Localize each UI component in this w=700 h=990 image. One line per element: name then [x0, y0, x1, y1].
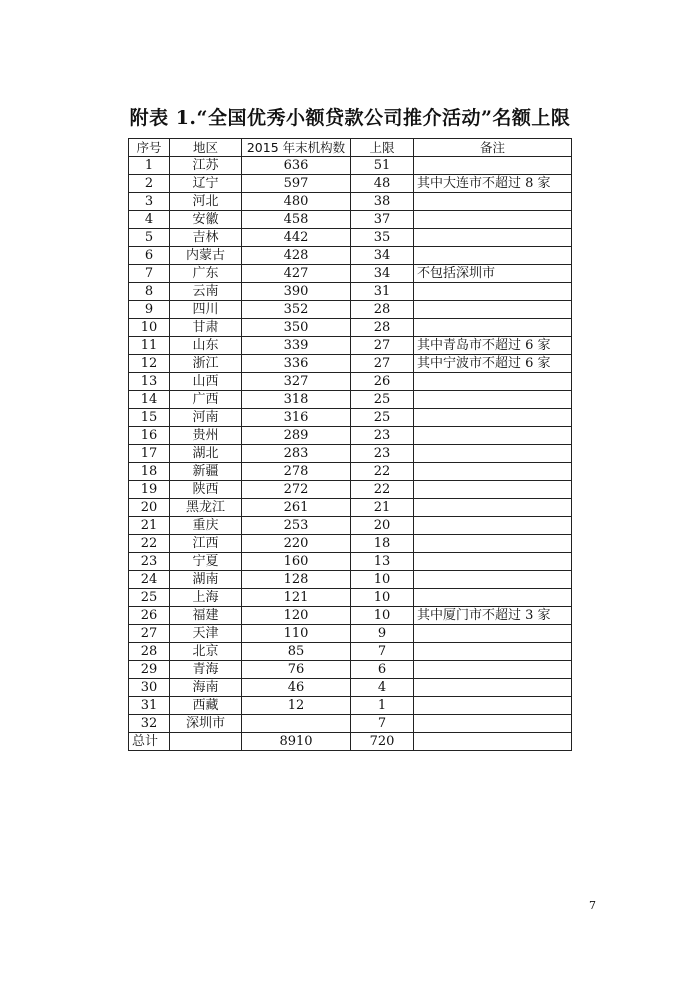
- cell-region: 北京: [170, 643, 242, 661]
- cell-seq: 32: [129, 715, 170, 733]
- cell-count: 46: [242, 679, 351, 697]
- cell-seq: 30: [129, 679, 170, 697]
- cell-region: 上海: [170, 589, 242, 607]
- cell-seq: 24: [129, 571, 170, 589]
- cell-note: [414, 535, 572, 553]
- cell-note: [414, 625, 572, 643]
- table-row: [129, 517, 572, 535]
- table-row: [129, 445, 572, 463]
- cell-note: [414, 247, 572, 265]
- table-row: [129, 715, 572, 733]
- cell-region: 江西: [170, 535, 242, 553]
- cell-count: 110: [242, 625, 351, 643]
- cell-note: [414, 715, 572, 733]
- cell-limit: 31: [351, 283, 414, 301]
- header-count: 2015 年末机构数: [242, 139, 351, 157]
- cell-seq: 28: [129, 643, 170, 661]
- cell-count: 390: [242, 283, 351, 301]
- cell-region: 山东: [170, 337, 242, 355]
- cell-seq: 17: [129, 445, 170, 463]
- cell-seq: 10: [129, 319, 170, 337]
- cell-region: 河北: [170, 193, 242, 211]
- table-row: [129, 643, 572, 661]
- cell-count: [242, 715, 351, 733]
- table-row: [129, 535, 572, 553]
- cell-region: 广东: [170, 265, 242, 283]
- cell-limit: 28: [351, 319, 414, 337]
- cell-note: 不包括深圳市: [414, 265, 572, 283]
- table-row: [129, 607, 572, 625]
- cell-seq: 22: [129, 535, 170, 553]
- total-row: [129, 733, 572, 751]
- cell-limit: 10: [351, 571, 414, 589]
- page-number: 7: [589, 899, 596, 912]
- cell-count: 278: [242, 463, 351, 481]
- cell-region: 陕西: [170, 481, 242, 499]
- cell-seq: 13: [129, 373, 170, 391]
- total-limit: 720: [351, 733, 414, 751]
- table-row: [129, 553, 572, 571]
- cell-limit: 48: [351, 175, 414, 193]
- cell-seq: 14: [129, 391, 170, 409]
- cell-count: 336: [242, 355, 351, 373]
- cell-limit: 7: [351, 643, 414, 661]
- cell-limit: 25: [351, 391, 414, 409]
- cell-region: 黑龙江: [170, 499, 242, 517]
- cell-note: [414, 517, 572, 535]
- cell-seq: 19: [129, 481, 170, 499]
- cell-note: [414, 373, 572, 391]
- cell-count: 327: [242, 373, 351, 391]
- cell-count: 316: [242, 409, 351, 427]
- table-row: [129, 301, 572, 319]
- cell-count: 350: [242, 319, 351, 337]
- cell-seq: 9: [129, 301, 170, 319]
- cell-limit: 25: [351, 409, 414, 427]
- table-row: [129, 283, 572, 301]
- cell-count: 220: [242, 535, 351, 553]
- cell-count: 76: [242, 661, 351, 679]
- total-note-cell: [414, 733, 572, 751]
- cell-seq: 2: [129, 175, 170, 193]
- cell-limit: 28: [351, 301, 414, 319]
- table-row: [129, 319, 572, 337]
- cell-count: 597: [242, 175, 351, 193]
- cell-region: 青海: [170, 661, 242, 679]
- table-row: [129, 571, 572, 589]
- cell-limit: 1: [351, 697, 414, 715]
- cell-count: 458: [242, 211, 351, 229]
- cell-seq: 4: [129, 211, 170, 229]
- cell-seq: 21: [129, 517, 170, 535]
- table-row: [129, 391, 572, 409]
- cell-count: 272: [242, 481, 351, 499]
- cell-count: 427: [242, 265, 351, 283]
- table-row: [129, 265, 572, 283]
- cell-region: 河南: [170, 409, 242, 427]
- cell-count: 12: [242, 697, 351, 715]
- cell-limit: 9: [351, 625, 414, 643]
- table-row: [129, 499, 572, 517]
- cell-region: 广西: [170, 391, 242, 409]
- cell-region: 安徽: [170, 211, 242, 229]
- total-count: 8910: [242, 733, 351, 751]
- header-region: 地区: [170, 139, 242, 157]
- cell-region: 深圳市: [170, 715, 242, 733]
- total-label: 总计: [129, 733, 170, 751]
- table-row: [129, 679, 572, 697]
- cell-region: 宁夏: [170, 553, 242, 571]
- cell-note: [414, 427, 572, 445]
- table-header-row: [129, 139, 572, 157]
- cell-count: 120: [242, 607, 351, 625]
- cell-region: 四川: [170, 301, 242, 319]
- cell-region: 重庆: [170, 517, 242, 535]
- cell-seq: 26: [129, 607, 170, 625]
- table-row: [129, 661, 572, 679]
- cell-note: [414, 391, 572, 409]
- cell-region: 西藏: [170, 697, 242, 715]
- cell-region: 浙江: [170, 355, 242, 373]
- cell-region: 辽宁: [170, 175, 242, 193]
- cell-region: 内蒙古: [170, 247, 242, 265]
- cell-limit: 34: [351, 265, 414, 283]
- cell-region: 山西: [170, 373, 242, 391]
- cell-seq: 7: [129, 265, 170, 283]
- cell-note: [414, 679, 572, 697]
- cell-note: [414, 157, 572, 175]
- cell-note: [414, 697, 572, 715]
- cell-limit: 51: [351, 157, 414, 175]
- cell-limit: 34: [351, 247, 414, 265]
- cell-region: 湖北: [170, 445, 242, 463]
- cell-seq: 1: [129, 157, 170, 175]
- cell-count: 128: [242, 571, 351, 589]
- cell-seq: 27: [129, 625, 170, 643]
- cell-seq: 16: [129, 427, 170, 445]
- table-row: [129, 157, 572, 175]
- table-row: [129, 589, 572, 607]
- cell-limit: 10: [351, 607, 414, 625]
- table-row: [129, 481, 572, 499]
- page-title: 附表 1.“全国优秀小额贷款公司推介活动”名额上限: [129, 107, 571, 129]
- cell-note: [414, 643, 572, 661]
- cell-seq: 12: [129, 355, 170, 373]
- cell-count: 261: [242, 499, 351, 517]
- cell-region: 甘肃: [170, 319, 242, 337]
- cell-count: 289: [242, 427, 351, 445]
- cell-note: [414, 229, 572, 247]
- cell-region: 吉林: [170, 229, 242, 247]
- table-row: [129, 175, 572, 193]
- cell-limit: 27: [351, 337, 414, 355]
- header-note: 备注: [414, 139, 572, 157]
- cell-note: [414, 283, 572, 301]
- cell-note: [414, 661, 572, 679]
- cell-note: [414, 409, 572, 427]
- cell-limit: 23: [351, 445, 414, 463]
- table-row: [129, 247, 572, 265]
- cell-limit: 20: [351, 517, 414, 535]
- cell-seq: 25: [129, 589, 170, 607]
- cell-seq: 23: [129, 553, 170, 571]
- table-row: [129, 373, 572, 391]
- cell-note: [414, 571, 572, 589]
- cell-region: 海南: [170, 679, 242, 697]
- cell-seq: 20: [129, 499, 170, 517]
- cell-seq: 6: [129, 247, 170, 265]
- cell-limit: 23: [351, 427, 414, 445]
- cell-limit: 21: [351, 499, 414, 517]
- table-row: [129, 229, 572, 247]
- cell-count: 318: [242, 391, 351, 409]
- cell-limit: 13: [351, 553, 414, 571]
- table-row: [129, 409, 572, 427]
- cell-region: 湖南: [170, 571, 242, 589]
- cell-note: [414, 193, 572, 211]
- cell-count: 121: [242, 589, 351, 607]
- cell-limit: 37: [351, 211, 414, 229]
- table-row: [129, 355, 572, 373]
- cell-note: 其中宁波市不超过 6 家: [414, 355, 572, 373]
- cell-note: 其中青岛市不超过 6 家: [414, 337, 572, 355]
- table-row: [129, 463, 572, 481]
- cell-note: [414, 499, 572, 517]
- cell-note: [414, 445, 572, 463]
- table-row: [129, 211, 572, 229]
- cell-limit: 27: [351, 355, 414, 373]
- cell-limit: 38: [351, 193, 414, 211]
- cell-limit: 22: [351, 481, 414, 499]
- cell-seq: 31: [129, 697, 170, 715]
- cell-note: 其中大连市不超过 8 家: [414, 175, 572, 193]
- cell-limit: 26: [351, 373, 414, 391]
- cell-region: 云南: [170, 283, 242, 301]
- table-row: [129, 625, 572, 643]
- cell-count: 160: [242, 553, 351, 571]
- cell-seq: 18: [129, 463, 170, 481]
- cell-note: 其中厦门市不超过 3 家: [414, 607, 572, 625]
- header-seq: 序号: [129, 139, 170, 157]
- cell-region: 江苏: [170, 157, 242, 175]
- cell-limit: 22: [351, 463, 414, 481]
- cell-note: [414, 301, 572, 319]
- cell-seq: 8: [129, 283, 170, 301]
- cell-note: [414, 589, 572, 607]
- cell-region: 天津: [170, 625, 242, 643]
- header-limit: 上限: [351, 139, 414, 157]
- table-row: [129, 193, 572, 211]
- table-row: [129, 427, 572, 445]
- cell-limit: 4: [351, 679, 414, 697]
- total-region-cell: [170, 733, 242, 751]
- cell-count: 85: [242, 643, 351, 661]
- cell-count: 283: [242, 445, 351, 463]
- cell-seq: 5: [129, 229, 170, 247]
- cell-limit: 10: [351, 589, 414, 607]
- cell-note: [414, 211, 572, 229]
- cell-count: 352: [242, 301, 351, 319]
- cell-limit: 6: [351, 661, 414, 679]
- cell-seq: 3: [129, 193, 170, 211]
- cell-limit: 35: [351, 229, 414, 247]
- cell-note: [414, 553, 572, 571]
- cell-count: 636: [242, 157, 351, 175]
- cell-count: 480: [242, 193, 351, 211]
- cell-seq: 15: [129, 409, 170, 427]
- cell-limit: 7: [351, 715, 414, 733]
- cell-region: 贵州: [170, 427, 242, 445]
- cell-region: 新疆: [170, 463, 242, 481]
- cell-count: 442: [242, 229, 351, 247]
- cell-count: 253: [242, 517, 351, 535]
- cell-seq: 29: [129, 661, 170, 679]
- cell-note: [414, 481, 572, 499]
- table-row: [129, 697, 572, 715]
- cell-seq: 11: [129, 337, 170, 355]
- cell-note: [414, 319, 572, 337]
- cell-count: 428: [242, 247, 351, 265]
- cell-limit: 18: [351, 535, 414, 553]
- cell-region: 福建: [170, 607, 242, 625]
- cell-count: 339: [242, 337, 351, 355]
- table-body: [129, 157, 572, 733]
- table-row: [129, 337, 572, 355]
- cell-note: [414, 463, 572, 481]
- quota-table: [128, 138, 572, 751]
